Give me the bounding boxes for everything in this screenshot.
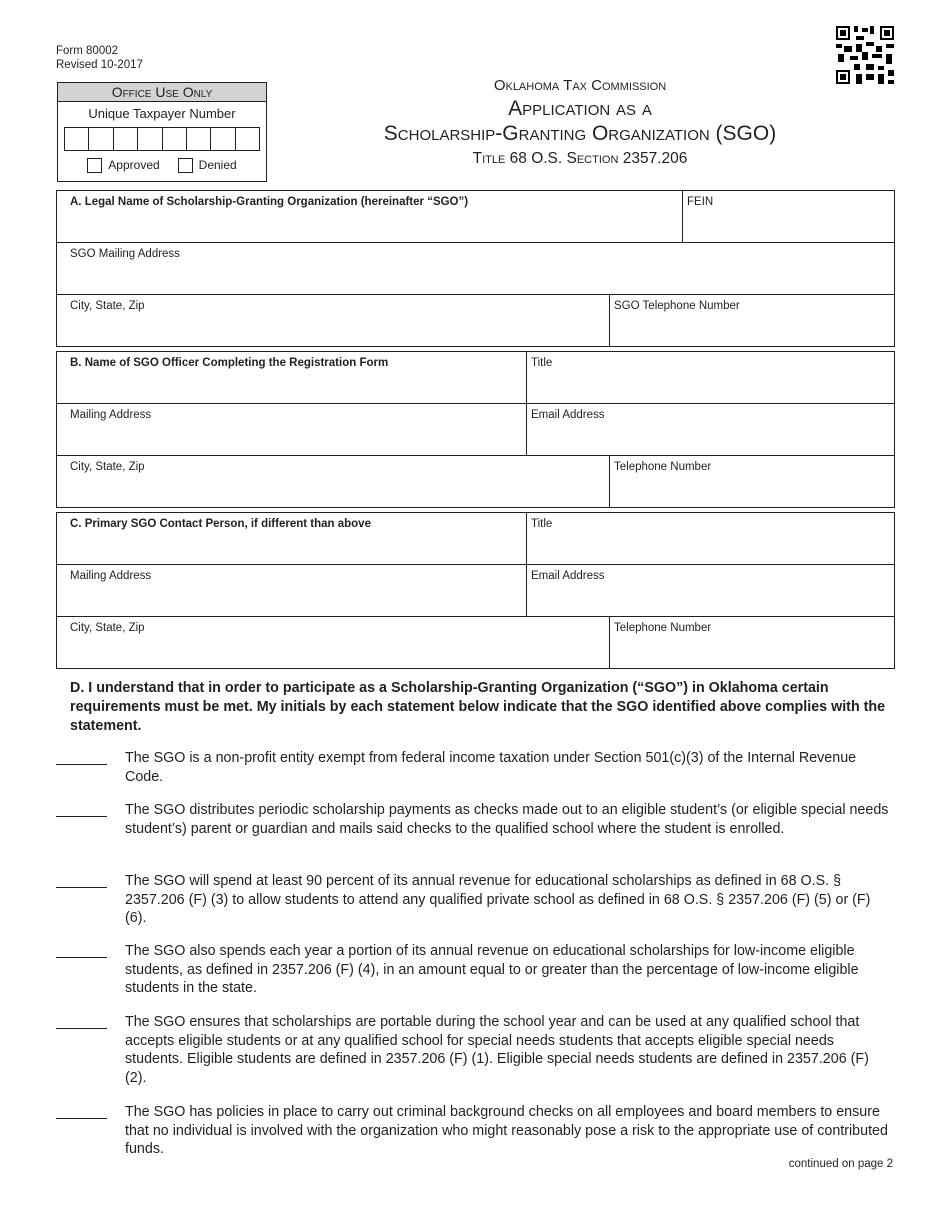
legal-name-label: A. Legal Name of Scholarship-Granting Organization (hereinafter “SGO”) (70, 196, 469, 208)
statement-text: The SGO will spend at least 90 percent of its annual revenue for educational scholarships as defined in 68 O.S. § 2357.206 (F) (3) to allow students to attend any qualified private school as defined in 68 O.S. § 2357.206 (F) (5) or (F) (6). (125, 873, 871, 926)
initials-blank[interactable] (56, 1028, 107, 1029)
officer-telephone-field[interactable] (609, 456, 894, 507)
contact-title-field[interactable] (526, 513, 894, 564)
initials-blank[interactable] (56, 1118, 107, 1119)
title-label: Title (531, 357, 553, 369)
officer-email-field[interactable] (526, 404, 894, 455)
contact-name-field[interactable] (57, 513, 526, 564)
contact-city-state-zip-field[interactable] (57, 617, 609, 668)
section-a (56, 190, 895, 347)
city-label: City, State, Zip (70, 300, 145, 312)
statement-text: The SGO is a non-profit entity exempt from federal income taxation under Section 501(c)(3) of the Internal Revenue Code. (125, 750, 857, 785)
approved-label: Approved (108, 158, 160, 172)
initials-blank[interactable] (56, 957, 107, 958)
city-label: City, State, Zip (70, 461, 145, 473)
fein-field[interactable] (682, 191, 894, 242)
statement-item (56, 749, 893, 786)
denied-checkbox[interactable] (178, 158, 237, 173)
email-label: Email Address (531, 570, 605, 582)
statement-item (56, 1103, 893, 1159)
initials-blank[interactable] (56, 816, 107, 817)
section-d-heading: D. I understand that in order to participate as a Scholarship-Granting Organization (“SGO”) in Oklahoma certain requirements must be met. My initials by each statement below indicate that the SGO identified above complies with the statement. (70, 680, 886, 734)
office-use-box (57, 82, 267, 182)
section-c (56, 512, 895, 669)
telephone-label: Telephone Number (614, 461, 712, 473)
section-b (56, 351, 895, 508)
fein-label: FEIN (687, 196, 714, 208)
officer-title-field[interactable] (526, 352, 894, 403)
form-number-text: Form 80002 (56, 45, 119, 57)
contact-email-field[interactable] (526, 565, 894, 616)
revision-date: Revised 10-2017 (56, 59, 143, 71)
title-label: Title (531, 518, 553, 530)
legal-name-field[interactable] (57, 191, 682, 242)
statement-text: The SGO has policies in place to carry out criminal background checks on all employees and board members to ensure that no individual is involved with the organization who might reasonably pose a risk to the appropriate use of contributed funds. (125, 1104, 888, 1157)
qr-code-icon (836, 26, 894, 84)
statement-item (56, 801, 893, 838)
email-label: Email Address (531, 409, 605, 421)
officer-mailing-address-field[interactable] (57, 404, 526, 455)
officer-city-state-zip-field[interactable] (57, 456, 609, 507)
office-use-heading: Office Use Only (58, 83, 266, 102)
statement-text: The SGO distributes periodic scholarship payments as checks made out to an eligible student’s (or eligible special needs student’s) parent or guardian and mails said checks to the qualified school where the student is enrolled. (125, 802, 889, 837)
initials-blank[interactable] (56, 887, 107, 888)
telephone-label: SGO Telephone Number (614, 300, 740, 312)
officer-name-field[interactable] (57, 352, 526, 403)
mailing-label: Mailing Address (70, 409, 152, 421)
denied-label: Denied (198, 158, 237, 172)
contact-name-label: C. Primary SGO Contact Person, if different than above (70, 518, 371, 530)
form-title-line2: Scholarship-Granting Organization (SGO) (383, 122, 777, 145)
approved-checkbox[interactable] (87, 158, 159, 173)
sgo-telephone-field[interactable] (609, 295, 894, 346)
statement-item (56, 1013, 893, 1087)
statement-item (56, 942, 893, 998)
statement-text: The SGO also spends each year a portion of its annual revenue on educational scholarships for low-income eligible students, as defined in 2357.206 (F) (4), in an amount equal to or greater than the percentage of low-income eligible students in the state. (125, 943, 859, 996)
contact-mailing-address-field[interactable] (57, 565, 526, 616)
initials-blank[interactable] (56, 764, 107, 765)
statement-item (56, 872, 893, 928)
sgo-mailing-address-field[interactable] (57, 243, 894, 294)
telephone-label: Telephone Number (614, 622, 712, 634)
statement-text: The SGO ensures that scholarships are portable during the school year and can be used at any qualified school that accepts eligible students or at any qualified school for special needs students that accepts eligible special needs students. Eligible students are defined in 2357.206 (F) (1). Eligible special needs students are defined in 2357.206 (F) (2). (125, 1014, 869, 1086)
statute-reference: Title 68 O.S. Section 2357.206 (472, 150, 688, 167)
mailing-label: Mailing Address (70, 570, 152, 582)
utn-input-boxes[interactable] (64, 127, 260, 151)
continued-note: continued on page 2 (788, 1158, 893, 1170)
form-number (56, 44, 143, 72)
form-title-line1: Application as a (508, 97, 652, 120)
sgo-city-state-zip-field[interactable] (57, 295, 609, 346)
sgo-mailing-label: SGO Mailing Address (70, 248, 180, 260)
city-label: City, State, Zip (70, 622, 145, 634)
contact-telephone-field[interactable] (609, 617, 894, 668)
agency-name: Oklahoma Tax Commission (493, 77, 667, 94)
officer-name-label: B. Name of SGO Officer Completing the Registration Form (70, 357, 389, 369)
utn-label: Unique Taxpayer Number (88, 106, 236, 121)
